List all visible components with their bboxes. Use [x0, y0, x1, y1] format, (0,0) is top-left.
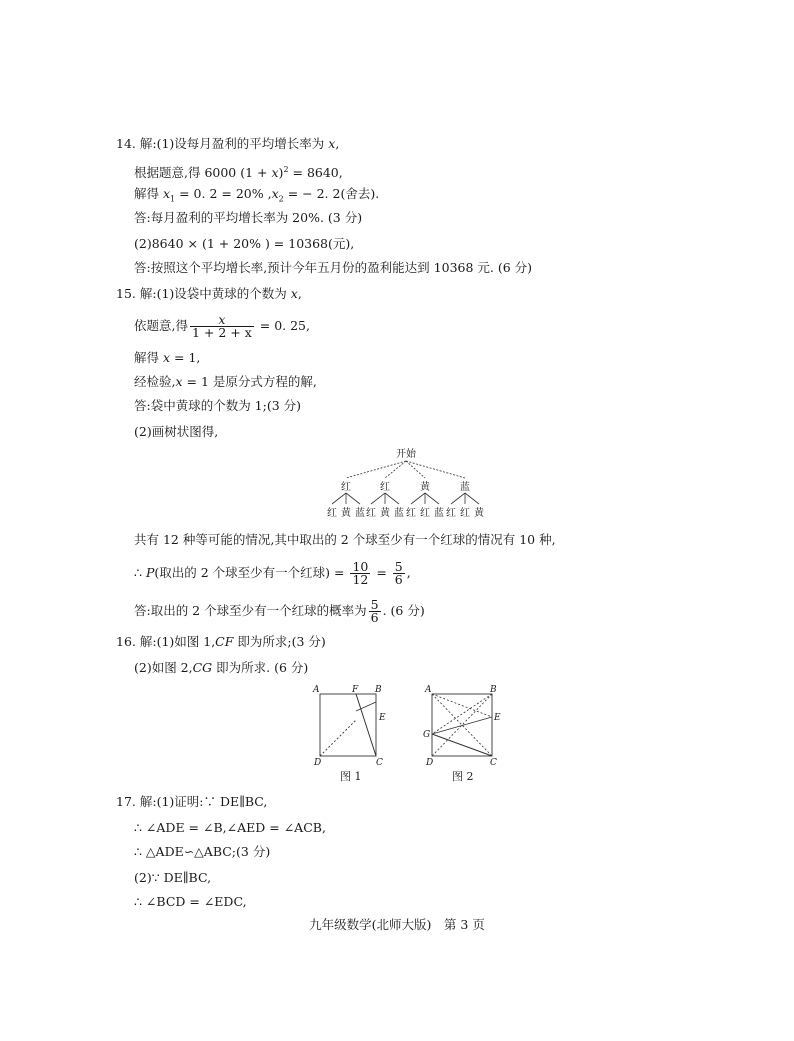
q15-line-8: ∴ P(取出的 2 个球至少有一个红球) = $\frac{10}{12}$ = $\frac{5}{6}$ , — [134, 559, 411, 587]
q14-line-3: 解得 $x_1 = 0$. 2 = 20% $,x_2$ = − 2. 2(舍去). — [134, 186, 380, 204]
figure-2 — [420, 684, 510, 784]
tree-leaf: 蓝 — [434, 508, 444, 519]
q14-line-4: 答:每月盈利的平均增长率为 20%. (3 分) — [134, 210, 363, 225]
dashed-line — [320, 720, 356, 756]
q15-line-4: 经检验,x = 1 是原分式方程的解, — [134, 374, 317, 389]
q17-line-2: ∴ ∠ADE = ∠B,∠AED = ∠ACB, — [134, 820, 326, 835]
dashed-line — [432, 694, 492, 734]
tree-root: 开始 — [396, 449, 416, 460]
q16-line-2: (2)如图 2,CG 即为所求. (6 分) — [134, 660, 309, 675]
tree-branch — [385, 461, 406, 478]
q15-line-9: 答:取出的 2 个球至少有一个红球的概率为 $\frac{5}{6}$ . (6 分) — [134, 597, 425, 625]
figure-1-caption: 图 1 — [340, 770, 362, 783]
figure-1 — [310, 684, 390, 784]
q17-line-1: 17. 解:(1)证明:∵ DE∥BC, — [116, 794, 268, 809]
tree-leaf: 红 — [366, 508, 376, 519]
tree-leaf: 红 — [406, 508, 416, 519]
tree-leaf: 蓝 — [355, 508, 365, 519]
label-f: F — [352, 685, 359, 695]
label-a: A — [425, 685, 432, 695]
q14-line-1: 14. 解:(1)设每月盈利的平均增长率为 x, — [116, 136, 340, 151]
q17-line-3: ∴ △ADE∽△ABC;(3 分) — [134, 844, 271, 859]
q15-line-7: 共有 12 种等可能的情况,其中取出的 2 个球至少有一个红球的情况有 10 种, — [134, 532, 556, 547]
q15-line-3: 解得 x = 1, — [134, 350, 201, 365]
q16-line-1: 16. 解:(1)如图 1,CF 即为所求;(3 分) — [116, 634, 326, 649]
tree-node-l1: 黄 — [420, 482, 430, 493]
tree-node-l1: 蓝 — [460, 482, 470, 493]
tree-leaf: 红 — [446, 508, 456, 519]
label-c: C — [376, 758, 383, 768]
tree-branch — [346, 461, 406, 478]
q15-line-5: 答:袋中黄球的个数为 1;(3 分) — [134, 398, 302, 413]
label-b: B — [375, 685, 382, 695]
fraction: $\frac{x}{1 + 2 + x}$ — [191, 312, 252, 340]
q15-line-1: 15. 解:(1)设袋中黄球的个数为 x, — [116, 286, 302, 301]
fraction: $\frac{5}{6}$ — [370, 597, 379, 625]
dashed-line — [432, 694, 492, 717]
q15-line-2: 依题意,得 $\frac{x}{1 + 2 + x}$ = 0. 25, — [134, 312, 310, 340]
label-d: D — [426, 758, 434, 768]
tree-leaf: 红 — [460, 508, 470, 519]
segment-ge — [432, 717, 492, 734]
q17-line-4: (2)∵ DE∥BC, — [134, 870, 212, 885]
tree-branch — [406, 461, 465, 478]
label-e: E — [494, 713, 501, 723]
tree-leaf: 黄 — [380, 508, 390, 519]
tree-leaf: 红 — [327, 508, 337, 519]
tree-leaf: 黄 — [341, 508, 351, 519]
q14-line-6: 答:按照这个平均增长率,预计今年五月份的盈利能达到 10368 元. (6 分) — [134, 260, 533, 275]
tree-leaf: 蓝 — [394, 508, 404, 519]
tree-leaf: 黄 — [474, 508, 484, 519]
tree-node-l1: 红 — [380, 482, 390, 493]
tree-diagram — [320, 444, 490, 522]
label-b: B — [490, 685, 497, 695]
segment-cg — [432, 734, 492, 756]
label-a: A — [313, 685, 320, 695]
tree-leaf: 红 — [420, 508, 430, 519]
q14-line-5: (2)8640 × (1 + 20% ) = 10368(元), — [134, 236, 355, 251]
label-d: D — [314, 758, 322, 768]
tree-node-l1: 红 — [341, 482, 351, 493]
label-e: E — [379, 713, 386, 723]
q15-line-6: (2)画树状图得, — [134, 424, 219, 439]
label-g: G — [423, 730, 431, 740]
figure-2-caption: 图 2 — [452, 770, 474, 783]
tree-branch — [406, 461, 425, 478]
page-footer: 九年级数学(北师大版) 第 3 页 — [309, 917, 485, 932]
fraction: $\frac{5}{6}$ — [394, 559, 403, 587]
q14-line-2: 根据题意,得 6000 $(1 + x)^2 = 8640$, — [134, 165, 343, 181]
q17-line-5: ∴ ∠BCD = ∠EDC, — [134, 894, 247, 909]
label-c: C — [490, 758, 497, 768]
fraction: $\frac{10}{12}$ — [352, 559, 369, 587]
square-abcd — [320, 694, 376, 756]
